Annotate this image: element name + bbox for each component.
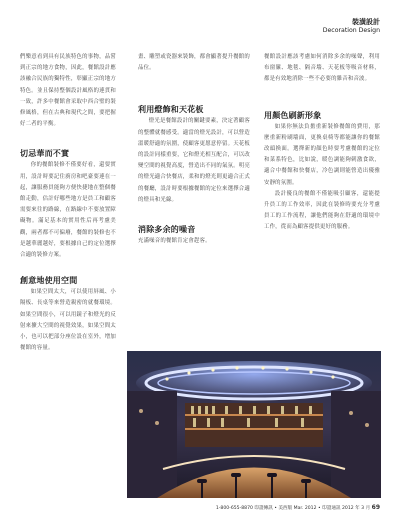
paragraph: 餐館設計應該考慮如何消除多余的噪聲，利用布窗簾、地毯、隔音墻、天花板等吸音材料，都是有效地消除一些不必要的雜音和音波。: [264, 54, 380, 83]
page-footer: [200, 504, 380, 511]
section-title-en: Decoration Design: [322, 27, 380, 34]
paragraph: 如果空間太大，可以使用屏風、小隔板、長桌等來營造親密的就餐環境。如果空間很小，可以用鏡子和燈光的反射來擴大空間的視覺效果，如果空間太小，也可以把部分座位設在室外，增加餐館的容量。: [20, 289, 116, 352]
heading-noise: 消除多余的噪音: [138, 225, 196, 235]
paragraph: 你的餐館裝修不僅要好看，還要實用，設計時要記住廚房和吧臺要連在一起，讓服務員能夠方便快捷地在整個餐館走動，估計好哪些地方是員工和顧客需要來往的路線，在路線中不要放置障礙物。滿足基本的實用性后再考慮美觀，兩者都不可偏廢，餐館的裝修也不是越華麗越好，要根據自己的定位選擇合適的裝修方案。: [20, 162, 116, 259]
paragraph: 設計優良的餐館不僅能吸引顧客，還能提升員工的工作效率，因此在裝修時要充分考慮員工的工作流程，讓他們能夠在舒適的環境中工作，從而為顧客提供更好的服務。: [264, 190, 380, 231]
footer-text: 1-800-655-8870 印證傳訊 • 美西版 Mar. 2012 • 印證通訊 2012 年 3 月: [215, 506, 371, 511]
restaurant-bar-photo: [127, 351, 381, 498]
heading-color-refresh: 用顏色刷新形象: [264, 110, 322, 120]
column-3: [264, 52, 380, 346]
paragraph: 充滿噪音的餐館肯定會趕客。: [138, 238, 211, 245]
column-1: [20, 52, 116, 507]
paragraph: 們樂意看到具有民族特色的事物，品嘗到正宗的地方食物，因此，餐館設計應該融合民族的獨特性，彰顯正宗的地方特色。並且保持整個設計風格的連貫和一致，許多中餐館會采取中西合璧的裝修風格，但在古典和現代之間，要把握好二者的平衡。: [20, 54, 116, 128]
page-number: 69: [371, 504, 380, 511]
paragraph: 如果你無法負擔重新裝修餐館的費用，那麼重新粉刷墻面，更換桌椅等都能讓你的餐館改頭換面。選擇新的顏色時要考慮餐館的定位和菜系特色，比如說，暖色調能夠刺激食欲，適合中餐館和快餐店，冷色調則能營造出優雅安靜的氛圍。: [264, 123, 380, 186]
paragraph: 燈光是餐館設計的關鍵要素，決定著顧客的整體就餐感受。適當的燈光設計，可以營造溫暖舒適的氛圍，使顧客更愿意停留。天花板的設計同樣重要，它和燈光相互配合，可以改變空間的視覺高度，營造出不同的氣氛。明亮的燈光適合快餐店，柔和的燈光則更適合正式的餐廳，設計時要根據餐館的定位來選擇合適的燈具和光線。: [138, 118, 250, 203]
heading-no-frills: 切忌華而不實: [20, 149, 70, 159]
paragraph: 畫、雕塑或瓷器來裝飾，都會顯著提升餐館的品位。: [138, 54, 250, 72]
heading-creative-space: 創意地使用空間: [20, 276, 78, 286]
column-2: [138, 52, 250, 348]
section-title-zh: 裝潢設計: [352, 18, 380, 26]
heading-lighting-ceiling: 利用燈飾和天花板: [138, 105, 204, 115]
